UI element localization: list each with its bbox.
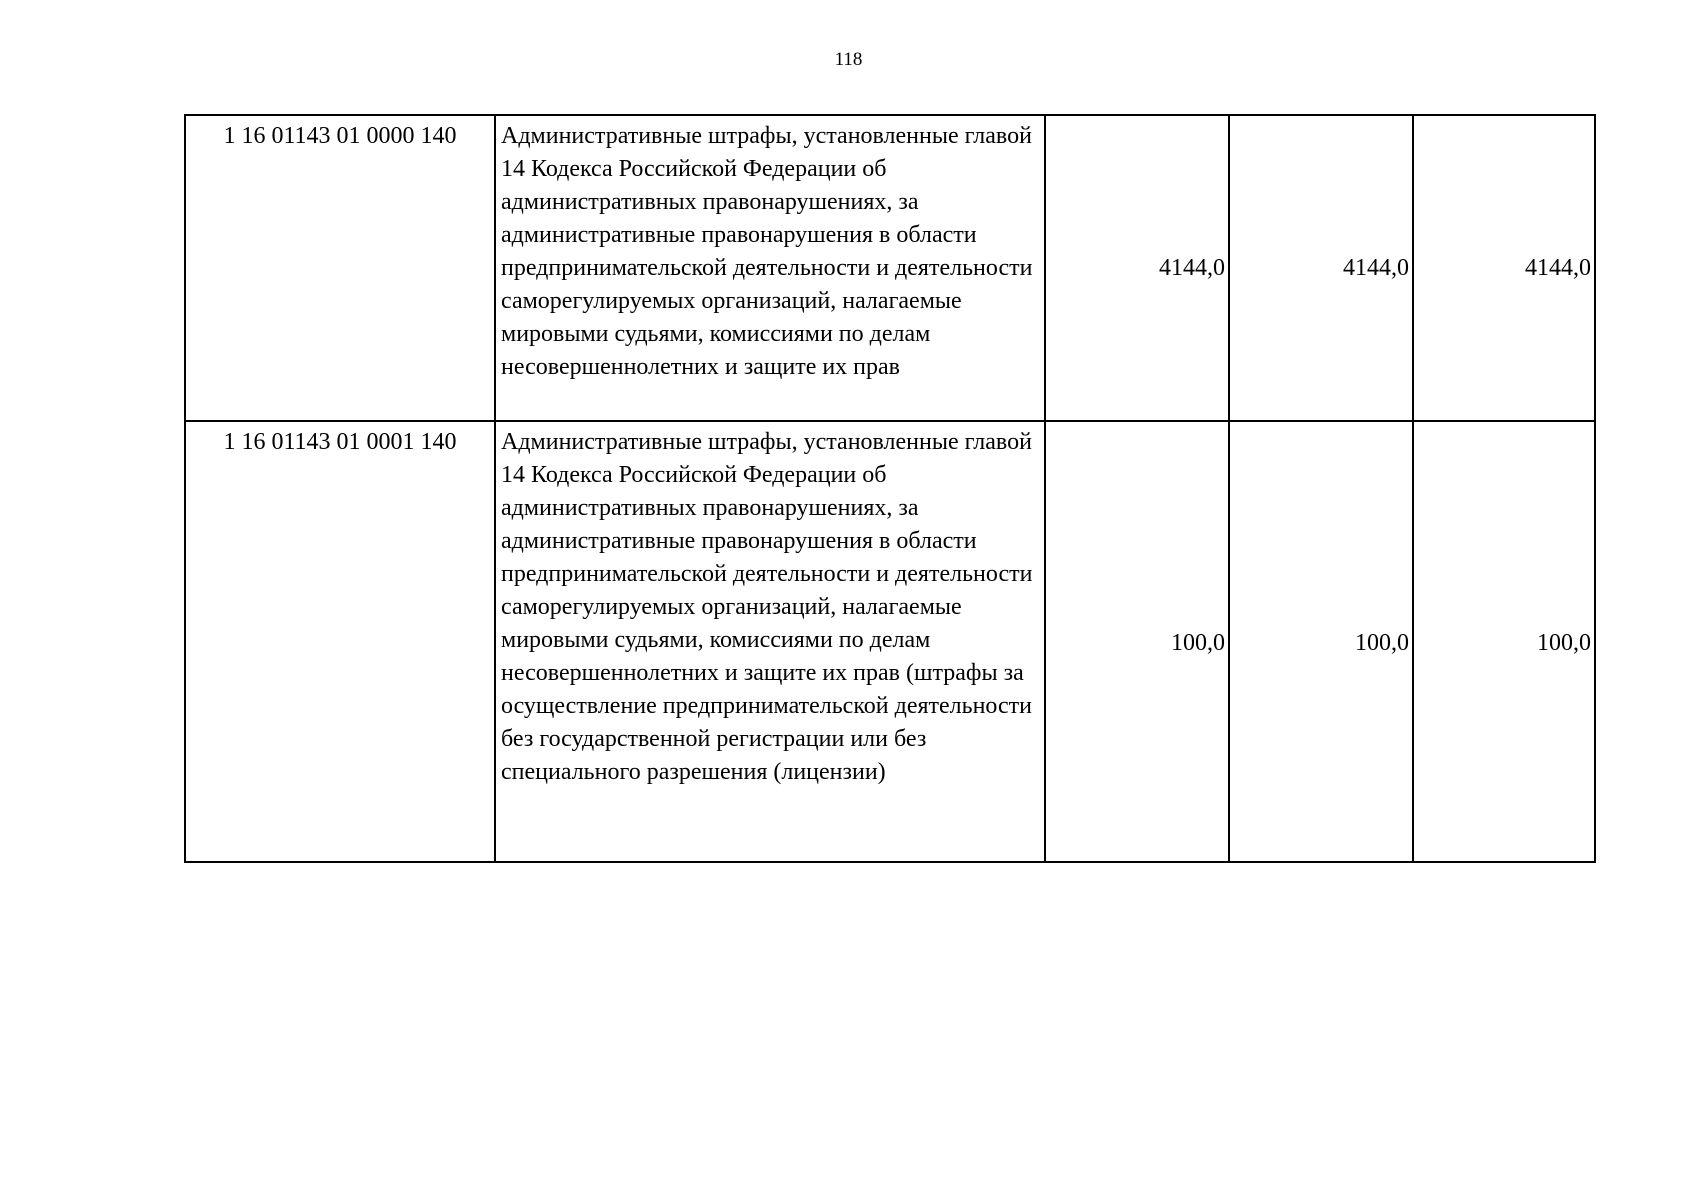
amount-cell-year-1: 4144,0: [1045, 115, 1229, 421]
table-row: [185, 421, 1595, 862]
amount-cell-year-2: 100,0: [1229, 421, 1413, 862]
page-number: 118: [834, 49, 863, 70]
amount-cell-year-1: 100,0: [1045, 421, 1229, 862]
classification-code-cell: 1 16 01143 01 0001 140: [185, 421, 495, 862]
amount-cell-year-2: 4144,0: [1229, 115, 1413, 421]
budget-revenue-table: [184, 114, 1596, 863]
table-row: [185, 115, 1595, 421]
classification-code-cell: 1 16 01143 01 0000 140: [185, 115, 495, 421]
amount-cell-year-3: 100,0: [1413, 421, 1595, 862]
revenue-name-cell: Административные штрафы, установленные главой 14 Кодекса Российской Федерации об административных правонарушениях, за административные правонарушения в области предпринимательской деятельности и деятельности саморегулируемых организаций, налагаемые мировыми судьями, комиссиями по делам несовершеннолетних и защите их прав: [495, 115, 1045, 421]
revenue-name-cell: Административные штрафы, установленные главой 14 Кодекса Российской Федерации об административных правонарушениях, за административные правонарушения в области предпринимательской деятельности и деятельности саморегулируемых организаций, налагаемые мировыми судьями, комиссиями по делам несовершеннолетних и защите их прав (штрафы за осуществление предпринимательской деятельности без государственной регистрации или без специального разрешения (лицензии): [495, 421, 1045, 862]
amount-cell-year-3: 4144,0: [1413, 115, 1595, 421]
